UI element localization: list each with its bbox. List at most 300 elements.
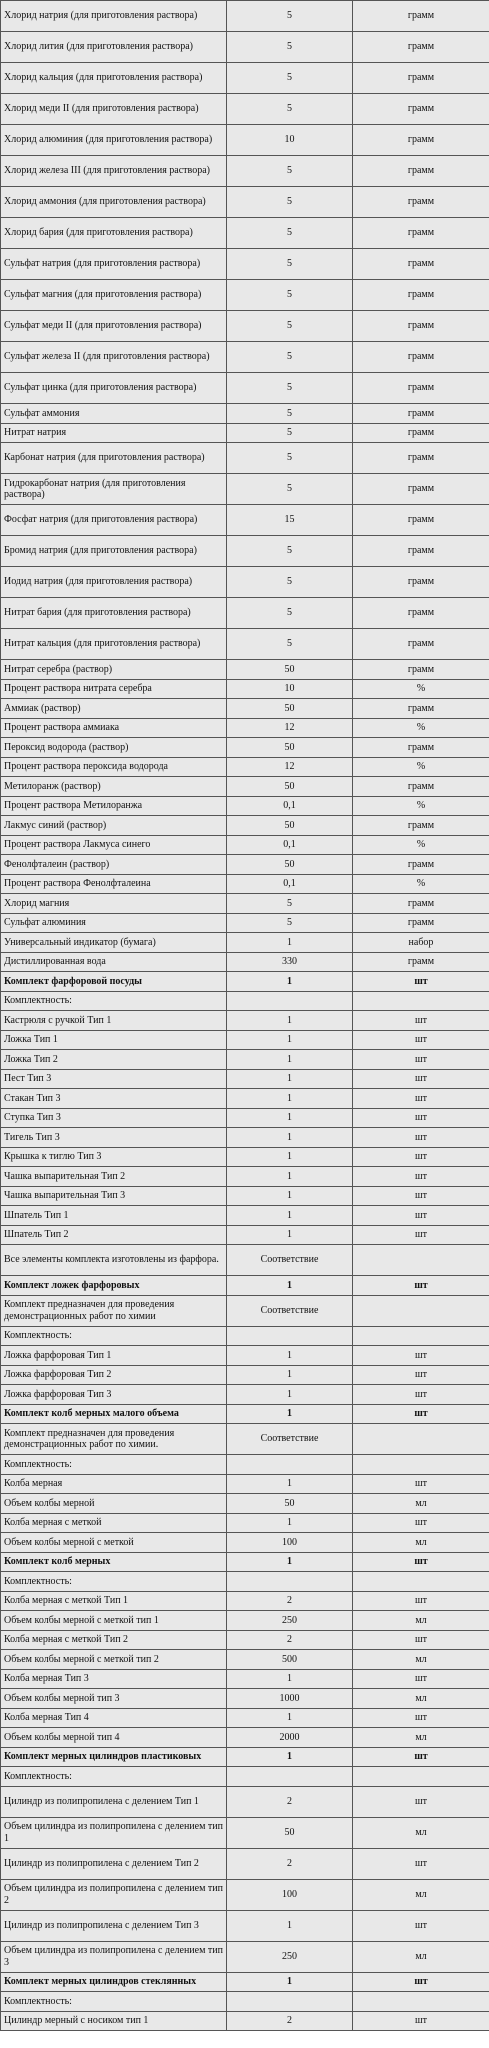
item-name-cell: Сульфат магния (для приготовления раствора)	[1, 280, 227, 311]
quantity-cell: 1	[227, 1365, 353, 1385]
table-row	[1, 699, 489, 719]
table-row	[1, 777, 489, 797]
unit-cell: мл	[353, 1879, 489, 1910]
quantity-cell: 330	[227, 952, 353, 972]
unit-cell: шт	[353, 1552, 489, 1572]
item-name-cell: Объем цилиндра из полипропилена с делением тип 1	[1, 1817, 227, 1848]
table-row	[1, 1572, 489, 1592]
table-row	[1, 280, 489, 311]
item-name-cell: Фосфат натрия (для приготовления раствора)	[1, 505, 227, 536]
quantity-cell: 5	[227, 249, 353, 280]
unit-cell: грамм	[353, 156, 489, 187]
quantity-cell: 2	[227, 1848, 353, 1879]
item-name-cell: Сульфат натрия (для приготовления раствора)	[1, 249, 227, 280]
table-row	[1, 1611, 489, 1631]
unit-cell: мл	[353, 1533, 489, 1553]
item-name-cell: Фенолфталеин (раствор)	[1, 855, 227, 875]
table-row	[1, 933, 489, 953]
table-row	[1, 1767, 489, 1787]
table-row	[1, 718, 489, 738]
item-name-cell: Нитрат натрия	[1, 423, 227, 443]
unit-cell: набор	[353, 933, 489, 953]
quantity-cell: 5	[227, 443, 353, 474]
table-row	[1, 952, 489, 972]
unit-cell: шт	[353, 1147, 489, 1167]
quantity-cell: 5	[227, 913, 353, 933]
table-row	[1, 796, 489, 816]
item-name-cell: Комплектность:	[1, 991, 227, 1011]
item-name-cell: Колба мерная Тип 4	[1, 1708, 227, 1728]
table-row	[1, 1346, 489, 1366]
table-row	[1, 404, 489, 424]
table-row	[1, 1786, 489, 1817]
item-name-cell: Процент раствора нитрата серебра	[1, 679, 227, 699]
item-name-cell: Цилиндр из полипропилена с делением Тип 2	[1, 1848, 227, 1879]
unit-cell: мл	[353, 1941, 489, 1972]
quantity-cell: 50	[227, 777, 353, 797]
item-name-cell: Комплект колб мерных	[1, 1552, 227, 1572]
quantity-cell: 1	[227, 1128, 353, 1148]
table-row	[1, 1108, 489, 1128]
item-name-cell: Карбонат натрия (для приготовления раствора)	[1, 443, 227, 474]
unit-cell: шт	[353, 1089, 489, 1109]
item-name-cell: Тигель Тип 3	[1, 1128, 227, 1148]
table-section-row	[1, 1404, 489, 1424]
unit-cell: %	[353, 679, 489, 699]
unit-cell: шт	[353, 1747, 489, 1767]
quantity-cell: 1	[227, 1747, 353, 1767]
item-name-cell: Комплектность:	[1, 1326, 227, 1346]
item-name-cell: Все элементы комплекта изготовлены из фарфора.	[1, 1245, 227, 1276]
unit-cell: грамм	[353, 187, 489, 218]
table-row	[1, 1385, 489, 1405]
quantity-cell: 1	[227, 1513, 353, 1533]
quantity-cell: 5	[227, 94, 353, 125]
item-name-cell: Нитрат бария (для приготовления раствора)	[1, 598, 227, 629]
item-name-cell: Дистиллированная вода	[1, 952, 227, 972]
table-row	[1, 738, 489, 758]
unit-cell: шт	[353, 1385, 489, 1405]
item-name-cell: Хлорид магния	[1, 894, 227, 914]
table-row	[1, 913, 489, 933]
unit-cell: %	[353, 718, 489, 738]
unit-cell: грамм	[353, 94, 489, 125]
quantity-cell: 5	[227, 536, 353, 567]
unit-cell: шт	[353, 2011, 489, 2031]
unit-cell: шт	[353, 1225, 489, 1245]
item-name-cell: Комплект предназначен для проведения демонстрационных работ по химии.	[1, 1424, 227, 1455]
item-name-cell: Хлорид железа III (для приготовления раствора)	[1, 156, 227, 187]
quantity-cell: 5	[227, 311, 353, 342]
unit-cell: мл	[353, 1611, 489, 1631]
table-row	[1, 679, 489, 699]
table-row	[1, 1455, 489, 1475]
quantity-cell: 1	[227, 972, 353, 992]
quantity-cell: 1	[227, 1346, 353, 1366]
unit-cell: мл	[353, 1494, 489, 1514]
unit-cell	[353, 1767, 489, 1787]
quantity-cell: 2	[227, 1591, 353, 1611]
item-name-cell: Сульфат меди II (для приготовления раствора)	[1, 311, 227, 342]
table-row	[1, 1992, 489, 2012]
item-name-cell: Процент раствора аммиака	[1, 718, 227, 738]
unit-cell: грамм	[353, 218, 489, 249]
unit-cell: шт	[353, 1630, 489, 1650]
quantity-cell: 50	[227, 738, 353, 758]
quantity-cell: 15	[227, 505, 353, 536]
table-row	[1, 855, 489, 875]
table-row	[1, 1206, 489, 1226]
unit-cell: грамм	[353, 738, 489, 758]
unit-cell: шт	[353, 1972, 489, 1992]
unit-cell: шт	[353, 1276, 489, 1296]
table-section-row	[1, 972, 489, 992]
table-row	[1, 32, 489, 63]
item-name-cell: Метилоранж (раствор)	[1, 777, 227, 797]
quantity-cell: 1	[227, 1404, 353, 1424]
item-name-cell: Комплект мерных цилиндров пластиковых	[1, 1747, 227, 1767]
table-row	[1, 991, 489, 1011]
unit-cell	[353, 991, 489, 1011]
table-row	[1, 2011, 489, 2031]
unit-cell: грамм	[353, 404, 489, 424]
item-name-cell: Ложка фарфоровая Тип 3	[1, 1385, 227, 1405]
unit-cell	[353, 1572, 489, 1592]
quantity-cell: 5	[227, 598, 353, 629]
item-name-cell: Ложка фарфоровая Тип 2	[1, 1365, 227, 1385]
unit-cell: шт	[353, 1365, 489, 1385]
item-name-cell: Процент раствора Фенолфталеина	[1, 874, 227, 894]
quantity-cell: 500	[227, 1650, 353, 1670]
table-row	[1, 125, 489, 156]
table-row	[1, 1147, 489, 1167]
quantity-cell: 50	[227, 660, 353, 680]
quantity-cell	[227, 1326, 353, 1346]
quantity-cell	[227, 1572, 353, 1592]
table-section-row	[1, 1972, 489, 1992]
table-row	[1, 1167, 489, 1187]
table-row	[1, 1630, 489, 1650]
item-name-cell: Комплектность:	[1, 1455, 227, 1475]
quantity-cell	[227, 991, 353, 1011]
item-name-cell: Колба мерная	[1, 1474, 227, 1494]
quantity-cell: 1	[227, 1186, 353, 1206]
item-name-cell: Объем колбы мерной с меткой тип 1	[1, 1611, 227, 1631]
table-row	[1, 1650, 489, 1670]
quantity-cell: 1	[227, 1669, 353, 1689]
unit-cell: шт	[353, 1050, 489, 1070]
quantity-cell: 50	[227, 855, 353, 875]
quantity-cell: 2	[227, 1630, 353, 1650]
table-row	[1, 874, 489, 894]
unit-cell: грамм	[353, 660, 489, 680]
unit-cell: грамм	[353, 598, 489, 629]
unit-cell: грамм	[353, 373, 489, 404]
table-row	[1, 1591, 489, 1611]
item-name-cell: Цилиндр из полипропилена с делением Тип 3	[1, 1910, 227, 1941]
unit-cell	[353, 1455, 489, 1475]
quantity-cell: 100	[227, 1533, 353, 1553]
table-row	[1, 598, 489, 629]
table-row	[1, 1050, 489, 1070]
quantity-cell: 1	[227, 1069, 353, 1089]
table-row	[1, 660, 489, 680]
table-row	[1, 342, 489, 373]
unit-cell: грамм	[353, 777, 489, 797]
unit-cell: шт	[353, 1404, 489, 1424]
table-row	[1, 1474, 489, 1494]
unit-cell: грамм	[353, 913, 489, 933]
table-row	[1, 443, 489, 474]
table-row	[1, 63, 489, 94]
unit-cell: грамм	[353, 443, 489, 474]
item-name-cell: Ложка Тип 1	[1, 1030, 227, 1050]
item-name-cell: Ложка Тип 2	[1, 1050, 227, 1070]
item-name-cell: Нитрат серебра (раствор)	[1, 660, 227, 680]
unit-cell: грамм	[353, 894, 489, 914]
quantity-cell: 5	[227, 1, 353, 32]
unit-cell	[353, 1326, 489, 1346]
table-row	[1, 311, 489, 342]
unit-cell: грамм	[353, 311, 489, 342]
quantity-cell: 5	[227, 567, 353, 598]
table-row	[1, 1494, 489, 1514]
unit-cell	[353, 1992, 489, 2012]
unit-cell: грамм	[353, 855, 489, 875]
table-row	[1, 1225, 489, 1245]
item-name-cell: Комплект мерных цилиндров стеклянных	[1, 1972, 227, 1992]
item-name-cell: Комплектность:	[1, 1572, 227, 1592]
unit-cell: шт	[353, 1108, 489, 1128]
item-name-cell: Пероксид водорода (раствор)	[1, 738, 227, 758]
quantity-cell: 5	[227, 63, 353, 94]
table-section-row	[1, 1276, 489, 1296]
item-name-cell: Комплектность:	[1, 1767, 227, 1787]
quantity-cell: 1	[227, 1108, 353, 1128]
item-name-cell: Цилиндр из полипропилена с делением Тип 1	[1, 1786, 227, 1817]
table-row	[1, 505, 489, 536]
item-name-cell: Хлорид натрия (для приготовления раствора)	[1, 1, 227, 32]
table-row	[1, 1817, 489, 1848]
item-name-cell: Хлорид бария (для приготовления раствора)	[1, 218, 227, 249]
table-row	[1, 835, 489, 855]
unit-cell: грамм	[353, 505, 489, 536]
item-name-cell: Цилиндр мерный с носиком тип 1	[1, 2011, 227, 2031]
item-name-cell: Объем колбы мерной с меткой тип 2	[1, 1650, 227, 1670]
table-row	[1, 1533, 489, 1553]
table-row	[1, 423, 489, 443]
table-row	[1, 1424, 489, 1455]
item-name-cell: Чашка выпарительная Тип 3	[1, 1186, 227, 1206]
unit-cell: грамм	[353, 280, 489, 311]
table-row	[1, 187, 489, 218]
unit-cell: грамм	[353, 249, 489, 280]
quantity-cell: 1	[227, 1030, 353, 1050]
quantity-cell: 0,1	[227, 874, 353, 894]
item-name-cell: Сульфат аммония	[1, 404, 227, 424]
quantity-cell: 5	[227, 404, 353, 424]
unit-cell: мл	[353, 1650, 489, 1670]
unit-cell: шт	[353, 1346, 489, 1366]
quantity-cell: 5	[227, 218, 353, 249]
item-name-cell: Иодид натрия (для приготовления раствора)	[1, 567, 227, 598]
unit-cell: %	[353, 757, 489, 777]
item-name-cell: Хлорид лития (для приготовления раствора)	[1, 32, 227, 63]
quantity-cell: 1000	[227, 1689, 353, 1709]
unit-cell: мл	[353, 1728, 489, 1748]
quantity-cell: 1	[227, 1385, 353, 1405]
item-name-cell: Стакан Тип 3	[1, 1089, 227, 1109]
table-row	[1, 218, 489, 249]
quantity-cell: 100	[227, 1879, 353, 1910]
quantity-cell: 250	[227, 1941, 353, 1972]
quantity-cell: Соответствие	[227, 1245, 353, 1276]
quantity-cell: 5	[227, 629, 353, 660]
item-name-cell: Пест Тип 3	[1, 1069, 227, 1089]
unit-cell: шт	[353, 1206, 489, 1226]
quantity-cell: 5	[227, 32, 353, 63]
unit-cell	[353, 1424, 489, 1455]
quantity-cell: 12	[227, 718, 353, 738]
quantity-cell: 12	[227, 757, 353, 777]
quantity-cell: 50	[227, 1817, 353, 1848]
unit-cell: шт	[353, 1910, 489, 1941]
table-row	[1, 567, 489, 598]
quantity-cell: 5	[227, 373, 353, 404]
table-row	[1, 1295, 489, 1326]
unit-cell: шт	[353, 1513, 489, 1533]
table-section-row	[1, 1552, 489, 1572]
unit-cell: грамм	[353, 536, 489, 567]
unit-cell: грамм	[353, 1, 489, 32]
item-name-cell: Аммиак (раствор)	[1, 699, 227, 719]
table-row	[1, 1, 489, 32]
table-row	[1, 894, 489, 914]
table-row	[1, 1030, 489, 1050]
unit-cell: мл	[353, 1689, 489, 1709]
quantity-cell: 1	[227, 1011, 353, 1031]
unit-cell: шт	[353, 1474, 489, 1494]
unit-cell: шт	[353, 1186, 489, 1206]
item-name-cell: Объем колбы мерной тип 4	[1, 1728, 227, 1748]
table-row	[1, 1011, 489, 1031]
item-name-cell: Объем колбы мерной тип 3	[1, 1689, 227, 1709]
quantity-cell: 2	[227, 2011, 353, 2031]
item-name-cell: Лакмус синий (раствор)	[1, 816, 227, 836]
table-row	[1, 373, 489, 404]
item-name-cell: Комплект предназначен для проведения демонстрационных работ по химии	[1, 1295, 227, 1326]
unit-cell: шт	[353, 1030, 489, 1050]
item-name-cell: Комплект фарфоровой посуды	[1, 972, 227, 992]
item-name-cell: Хлорид меди II (для приготовления раствора)	[1, 94, 227, 125]
item-name-cell: Нитрат кальция (для приготовления раствора)	[1, 629, 227, 660]
item-name-cell: Ступка Тип 3	[1, 1108, 227, 1128]
unit-cell: %	[353, 874, 489, 894]
item-name-cell: Объем цилиндра из полипропилена с делением тип 2	[1, 1879, 227, 1910]
quantity-cell: 50	[227, 816, 353, 836]
table-row	[1, 1848, 489, 1879]
unit-cell: шт	[353, 1708, 489, 1728]
unit-cell: шт	[353, 1167, 489, 1187]
unit-cell: шт	[353, 972, 489, 992]
quantity-cell: 1	[227, 1972, 353, 1992]
quantity-cell: 5	[227, 280, 353, 311]
unit-cell	[353, 1245, 489, 1276]
item-name-cell: Колба мерная с меткой Тип 2	[1, 1630, 227, 1650]
unit-cell: грамм	[353, 629, 489, 660]
table-row	[1, 757, 489, 777]
item-name-cell: Объем колбы мерной	[1, 1494, 227, 1514]
item-name-cell: Ложка фарфоровая Тип 1	[1, 1346, 227, 1366]
table-row	[1, 1941, 489, 1972]
unit-cell: грамм	[353, 699, 489, 719]
item-name-cell: Крышка к тиглю Тип 3	[1, 1147, 227, 1167]
quantity-cell: 1	[227, 1225, 353, 1245]
item-name-cell: Шпатель Тип 1	[1, 1206, 227, 1226]
table-row	[1, 1708, 489, 1728]
unit-cell: шт	[353, 1128, 489, 1148]
quantity-cell: 5	[227, 187, 353, 218]
item-name-cell: Объем колбы мерной с меткой	[1, 1533, 227, 1553]
item-name-cell: Хлорид кальция (для приготовления раствора)	[1, 63, 227, 94]
table-row	[1, 1669, 489, 1689]
unit-cell: грамм	[353, 952, 489, 972]
item-name-cell: Шпатель Тип 2	[1, 1225, 227, 1245]
item-name-cell: Колба мерная с меткой Тип 1	[1, 1591, 227, 1611]
unit-cell: мл	[353, 1817, 489, 1848]
quantity-cell	[227, 1767, 353, 1787]
unit-cell: грамм	[353, 63, 489, 94]
quantity-cell: 10	[227, 125, 353, 156]
table-row	[1, 156, 489, 187]
item-name-cell: Колба мерная с меткой	[1, 1513, 227, 1533]
unit-cell: грамм	[353, 32, 489, 63]
quantity-cell: 1	[227, 1552, 353, 1572]
quantity-cell: Соответствие	[227, 1424, 353, 1455]
table-row	[1, 1365, 489, 1385]
quantity-cell	[227, 1455, 353, 1475]
table-row	[1, 474, 489, 505]
table-row	[1, 1069, 489, 1089]
table-row	[1, 1326, 489, 1346]
quantity-cell: 2	[227, 1786, 353, 1817]
item-name-cell: Колба мерная Тип 3	[1, 1669, 227, 1689]
quantity-cell: 1	[227, 1167, 353, 1187]
quantity-cell: 0,1	[227, 835, 353, 855]
unit-cell: шт	[353, 1591, 489, 1611]
quantity-cell: 1	[227, 1089, 353, 1109]
item-name-cell: Процент раствора Лакмуса синего	[1, 835, 227, 855]
quantity-cell: 1	[227, 1910, 353, 1941]
item-name-cell: Процент раствора пероксида водорода	[1, 757, 227, 777]
item-name-cell: Комплектность:	[1, 1992, 227, 2012]
item-name-cell: Универсальный индикатор (бумага)	[1, 933, 227, 953]
item-name-cell: Сульфат цинка (для приготовления раствора)	[1, 373, 227, 404]
unit-cell: шт	[353, 1069, 489, 1089]
unit-cell: %	[353, 835, 489, 855]
quantity-cell: 50	[227, 1494, 353, 1514]
item-name-cell: Кастрюля с ручкой Тип 1	[1, 1011, 227, 1031]
unit-cell: грамм	[353, 125, 489, 156]
quantity-cell: 1	[227, 1206, 353, 1226]
table-row	[1, 536, 489, 567]
table-row	[1, 1513, 489, 1533]
quantity-cell: 10	[227, 679, 353, 699]
spec-table-body	[1, 1, 489, 2031]
item-name-cell: Гидрокарбонат натрия (для приготовления раствора)	[1, 474, 227, 505]
quantity-cell: 1	[227, 1708, 353, 1728]
table-row	[1, 1089, 489, 1109]
